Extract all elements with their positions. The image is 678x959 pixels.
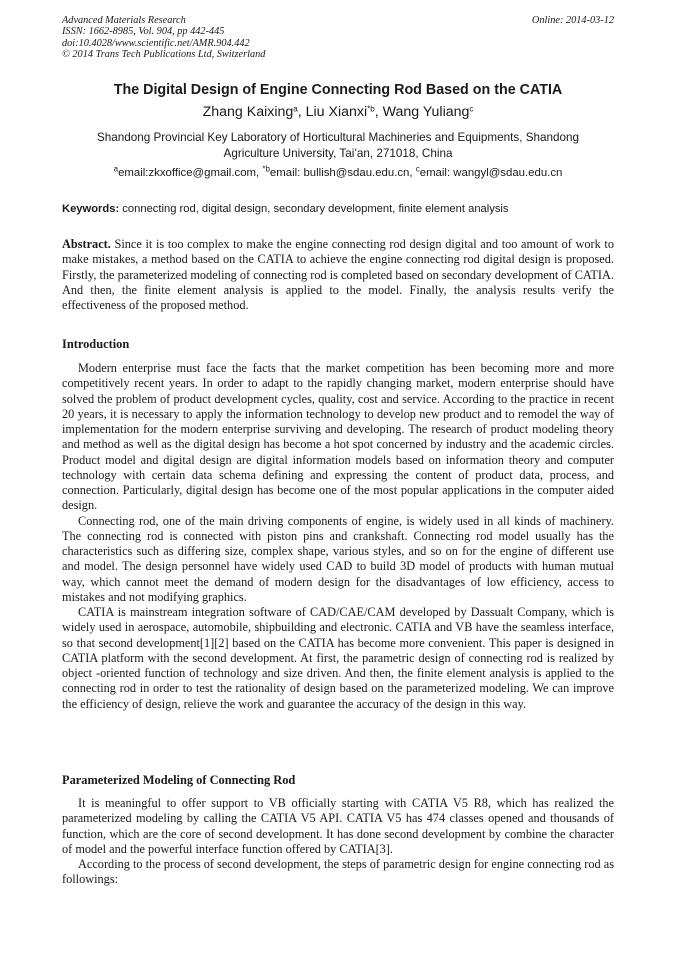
affiliation-line: Agriculture University, Tai’an, 271018, China xyxy=(223,146,453,160)
paragraph: Connecting rod, one of the main driving components of engine, is widely used in all kinds of machinery. The connecting rod is connected with piston pins and crankshaft. Connecting rod model usually has the characteristics such as differing size, complex shape, various styles, and so on for the engine of different use and model. The design personnel have widely used CAD to build 3D model of products with human mutual way, which cannot meet the demand of modern design for the disadvantages of low efficiency, access to mistakes and not modifying graphics. xyxy=(62,513,614,604)
email-text: email: wangyl@sdau.edu.cn xyxy=(419,167,563,179)
issn-line: ISSN: 1662-8985, Vol. 904, pp 442-445 xyxy=(62,26,225,38)
section-heading-parameterized-modeling: Parameterized Modeling of Connecting Rod xyxy=(62,773,296,787)
email-text: email: bullish@sdau.edu.cn, xyxy=(269,167,416,179)
author-name: Wang Yuliang xyxy=(382,104,470,120)
paragraph: According to the process of second development, the steps of parametric design for engine connecting rod as followings: xyxy=(62,857,614,887)
abstract-text: Since it is too complex to make the engine connecting rod design digital and too amount of work to make mistakes, a method based on the CATIA to achieve the engine connecting rod digital design is proposed. Firstly, the parameterized modeling of connecting rod is completed based on secondary development of CATIA. And then, the finite element analysis is applied to the model. Finally, the analysis results verify the effectiveness of the proposed method. xyxy=(62,237,614,312)
journal-header xyxy=(62,15,614,60)
author-list xyxy=(62,103,614,121)
doi-line: doi:10.4028/www.scientific.net/AMR.904.442 xyxy=(62,37,250,49)
author-superscript: c xyxy=(469,104,474,114)
email-superscript: a xyxy=(113,164,119,174)
author-separator: , xyxy=(374,104,383,120)
paragraph: Modern enterprise must face the facts that the market competition has been becoming more and more competitively recent years. In order to adapt to the rapidly changing market, modern enterprise should have solved the problem of product development cycles, quality, cost and service. According to the practice in recent 20 years, it is necessary to apply the information technology to develop new product and to remodel the way of implementation for the modern enterprise surviving and developing. The research of product modeling theory and method as well as the digital design has become a hot spot concerned by industry and the academic circles. Product model and digital design are digital information models based on information theory and computer technology with certain data schema defining and expressing the content of product data, process, and connection. Particularly, digital design has become one of the most popular applications in the computer aided design. xyxy=(62,361,614,513)
author-name: Liu Xianxi xyxy=(305,104,368,120)
copyright-line: © 2014 Trans Tech Publications Ltd, Switzerland xyxy=(62,48,266,60)
email-superscript: c xyxy=(415,164,420,174)
parameterized-body xyxy=(62,796,614,888)
author-superscript: *b xyxy=(367,104,375,114)
online-date: Online: 2014-03-12 xyxy=(531,15,614,26)
section-heading-introduction: Introduction xyxy=(62,337,130,351)
affiliation-line: Shandong Provincial Key Laboratory of Horticultural Machineries and Equipments, Shandong xyxy=(96,131,580,144)
abstract-label: Abstract. xyxy=(62,237,111,251)
keywords-text: connecting rod, digital design, secondary development, finite element analysis xyxy=(119,203,509,215)
affiliation xyxy=(62,130,614,161)
author-superscript: a xyxy=(293,104,298,114)
journal-name: Advanced Materials Research xyxy=(62,15,186,26)
paragraph: It is meaningful to offer support to VB officially starting with CATIA V5 R8, which has realized the parameterized modeling by calling the CATIA V5 API. CATIA V5 has 474 classes opened and thousands of function, which are the core of second development. It has done second development by combine the character of model and the powerful interface function offered by CATIA[3]. xyxy=(62,796,614,856)
author-emails xyxy=(62,166,614,181)
author-separator: , xyxy=(297,104,306,120)
paper-title: The Digital Design of Engine Connecting Rod Based on the CATIA xyxy=(113,82,563,98)
email-text: email:zkxoffice@gmail.com, xyxy=(118,167,263,179)
keywords xyxy=(62,202,614,217)
email-superscript: *b xyxy=(262,164,270,174)
paragraph: CATIA is mainstream integration software of CAD/CAE/CAM developed by Dassualt Company, which is widely used in aerospace, automobile, shipbuilding and electronic. CATIA and VB have the seamless interface, so that second development[1][2] based on the CATIA has become more convenient. This paper is designed in CATIA platform with the second development. At first, the parametric design of connecting rod is realized by object -oriented function of technology and size driven. And then, the finite element analysis is applied to the connecting rod in order to test the rationality of design based on the parameterized modeling. We can improve the efficiency of design, relieve the work and guarantee the accuracy of the design in this way. xyxy=(62,605,614,711)
abstract xyxy=(62,237,614,313)
introduction-body xyxy=(62,361,614,712)
author-name: Zhang Kaixing xyxy=(202,104,294,120)
keywords-label: Keywords: xyxy=(62,203,120,215)
